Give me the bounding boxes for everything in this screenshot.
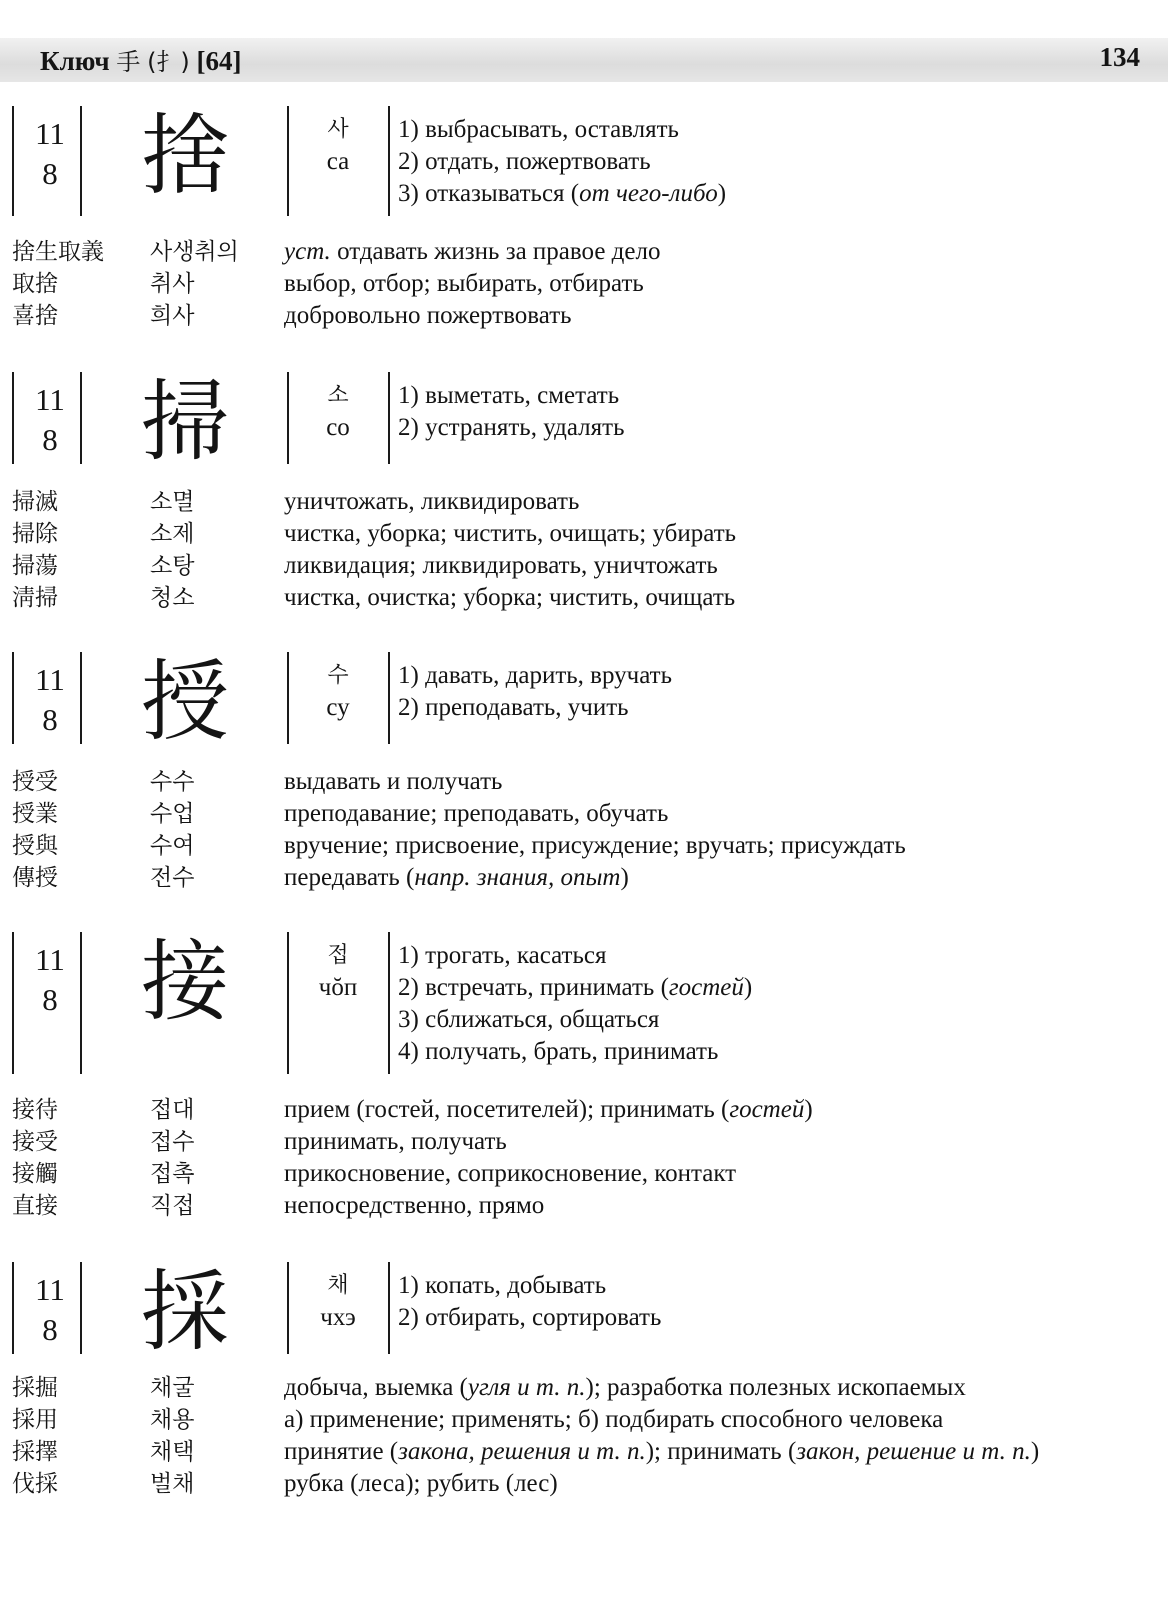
compound-definition: добровольно пожертвовать xyxy=(284,302,572,329)
compound-definition: прием (гостей, посетителей); принимать (гостей) xyxy=(284,1096,813,1123)
compound-row xyxy=(0,1158,1168,1190)
compound-hanja: 捨生取義 xyxy=(12,239,104,265)
compound-hanja: 掃蕩 xyxy=(12,553,58,579)
divider xyxy=(388,1262,390,1354)
compounds xyxy=(0,1372,1168,1500)
reading-hangul: 채 xyxy=(327,1273,349,1298)
compound-row xyxy=(0,236,1168,268)
strokes-extra: 8 xyxy=(42,1312,58,1347)
compound-hangul: 벌채 xyxy=(150,1471,195,1497)
compound-definition: вручение; присвоение, присуждение; вручать; присуждать xyxy=(284,832,906,859)
compound-row xyxy=(0,1126,1168,1158)
divider xyxy=(388,372,390,464)
strokes-total: 11 xyxy=(35,1272,65,1307)
compound-hanja: 掃滅 xyxy=(12,489,58,515)
compound-row xyxy=(0,1404,1168,1436)
compound-row xyxy=(0,582,1168,614)
compound-definition: прикосновение, соприкосновение, контакт xyxy=(284,1160,737,1187)
strokes-total: 11 xyxy=(35,942,65,977)
compound-row xyxy=(0,1468,1168,1500)
compound-hangul: 청소 xyxy=(150,585,195,611)
stroke-counts xyxy=(22,380,78,460)
divider xyxy=(287,932,289,1074)
compound-definition: уничтожать, ликвидировать xyxy=(284,488,580,515)
compound-row xyxy=(0,486,1168,518)
headword-char: 捨 xyxy=(140,104,229,207)
compound-definition: передавать (напр. знания, опыт) xyxy=(284,864,629,891)
compound-row xyxy=(0,1372,1168,1404)
reading-hangul: 수 xyxy=(327,663,349,688)
compound-row xyxy=(0,268,1168,300)
reading xyxy=(296,660,380,724)
divider xyxy=(12,652,14,744)
divider xyxy=(388,652,390,744)
compound-hangul: 채굴 xyxy=(150,1375,195,1401)
radical-title xyxy=(40,42,242,77)
meaning-line: 3) отказываться (от чего-либо) xyxy=(398,180,727,207)
compound-hanja: 採用 xyxy=(12,1407,58,1433)
headword-char: 授 xyxy=(140,650,229,753)
compound-hangul: 소탕 xyxy=(150,553,195,579)
compound-hangul: 수업 xyxy=(150,801,195,827)
compound-row xyxy=(0,1190,1168,1222)
reading-cyrillic: са xyxy=(326,148,350,175)
compound-hangul: 채용 xyxy=(150,1407,195,1433)
headword-char: 掃 xyxy=(140,370,229,473)
entry-head xyxy=(0,370,1168,473)
entry-head xyxy=(0,650,1168,753)
compound-hangul: 직접 xyxy=(150,1193,195,1219)
compound-definition: а) применение; применять; б) подбирать способного человека xyxy=(284,1406,944,1433)
compound-hanja: 採擇 xyxy=(12,1439,58,1465)
radical-char: 手 xyxy=(116,48,141,76)
reading xyxy=(296,1270,380,1334)
compound-hanja: 接受 xyxy=(12,1129,58,1155)
compound-row xyxy=(0,798,1168,830)
dictionary-entry xyxy=(0,370,1168,611)
strokes-extra: 8 xyxy=(42,422,58,457)
meaning-line: 4) получать, брать, принимать xyxy=(398,1038,719,1065)
stroke-counts xyxy=(22,660,78,740)
reading-cyrillic: со xyxy=(326,414,350,441)
stroke-counts xyxy=(22,940,78,1020)
dictionary-entry xyxy=(0,930,1168,1219)
compound-hangul: 채택 xyxy=(150,1439,195,1465)
compound-hanja: 淸掃 xyxy=(12,585,58,611)
strokes-extra: 8 xyxy=(42,702,58,737)
reading xyxy=(296,114,380,178)
compound-definition: принимать, получать xyxy=(284,1128,507,1155)
meaning-line: 2) встречать, принимать (гостей) xyxy=(398,974,753,1001)
reading-hangul: 접 xyxy=(327,943,349,968)
divider xyxy=(80,652,82,744)
divider xyxy=(287,106,289,216)
divider xyxy=(12,106,14,216)
compound-hanja: 喜捨 xyxy=(12,303,58,329)
divider xyxy=(80,932,82,1074)
divider xyxy=(287,372,289,464)
reading-cyrillic: су xyxy=(326,694,350,721)
compound-definition: выдавать и получать xyxy=(284,768,503,795)
compound-hangul: 접대 xyxy=(150,1097,195,1123)
meaning-line: 1) трогать, касаться xyxy=(398,942,607,969)
compound-definition: преподавание; преподавать, обучать xyxy=(284,800,669,827)
meaning-line: 1) давать, дарить, вручать xyxy=(398,662,672,689)
compound-row xyxy=(0,300,1168,332)
strokes-total: 11 xyxy=(35,116,65,151)
divider xyxy=(12,1262,14,1354)
headword-char: 採 xyxy=(140,1260,229,1363)
entry-head xyxy=(0,1260,1168,1363)
compounds xyxy=(0,766,1168,894)
compound-definition: рубка (леса); рубить (лес) xyxy=(284,1470,558,1497)
compound-row xyxy=(0,830,1168,862)
compound-hangul: 사생취의 xyxy=(150,239,239,265)
divider xyxy=(80,372,82,464)
strokes-total: 11 xyxy=(35,662,65,697)
page-header xyxy=(0,38,1168,82)
compound-hangul: 접수 xyxy=(150,1129,195,1155)
compound-hangul: 수여 xyxy=(150,833,195,859)
meanings xyxy=(398,660,1158,724)
reading-cyrillic: чхэ xyxy=(320,1304,356,1331)
compound-hanja: 授業 xyxy=(12,801,58,827)
strokes-extra: 8 xyxy=(42,156,58,191)
dictionary-entry xyxy=(0,1260,1168,1497)
strokes-total: 11 xyxy=(35,382,65,417)
compound-hanja: 掃除 xyxy=(12,521,58,547)
compound-hanja: 採掘 xyxy=(12,1375,58,1401)
compound-definition: принятие (закона, решения и т. п.); принимать (закон, решение и т. п.) xyxy=(284,1438,1040,1465)
compound-hanja: 直接 xyxy=(12,1193,58,1219)
divider xyxy=(287,652,289,744)
compound-hanja: 取捨 xyxy=(12,271,58,297)
divider xyxy=(287,1262,289,1354)
compound-hangul: 소제 xyxy=(150,521,195,547)
reading-hangul: 사 xyxy=(327,117,349,142)
compound-hangul: 수수 xyxy=(150,769,195,795)
compound-hanja: 接觸 xyxy=(12,1161,58,1187)
compound-hanja: 接待 xyxy=(12,1097,58,1123)
radical-prefix: Ключ xyxy=(40,46,110,76)
stroke-counts xyxy=(22,1270,78,1350)
meanings xyxy=(398,940,1158,1068)
compound-hangul: 취사 xyxy=(150,271,195,297)
divider xyxy=(388,932,390,1074)
reading xyxy=(296,380,380,444)
meanings xyxy=(398,380,1158,444)
meaning-line: 2) устранять, удалять xyxy=(398,414,625,441)
divider xyxy=(12,932,14,1074)
divider xyxy=(80,106,82,216)
compound-row xyxy=(0,862,1168,894)
compounds xyxy=(0,1094,1168,1222)
compounds xyxy=(0,236,1168,332)
meaning-line: 1) выбрасывать, оставлять xyxy=(398,116,679,143)
divider xyxy=(80,1262,82,1354)
compound-hanja: 伐採 xyxy=(12,1471,58,1497)
compound-definition: уст. отдавать жизнь за правое дело xyxy=(284,238,661,265)
entry-head xyxy=(0,930,1168,1074)
compound-definition: ликвидация; ликвидировать, уничтожать xyxy=(284,552,718,579)
meanings xyxy=(398,1270,1158,1334)
compound-row xyxy=(0,1094,1168,1126)
meaning-line: 3) сближаться, общаться xyxy=(398,1006,660,1033)
meanings xyxy=(398,114,1158,210)
compound-hanja: 傳授 xyxy=(12,865,58,891)
divider xyxy=(388,106,390,216)
compound-definition: чистка, уборка; чистить, очищать; убирать xyxy=(284,520,737,547)
compound-row xyxy=(0,550,1168,582)
compound-row xyxy=(0,1436,1168,1468)
compounds xyxy=(0,486,1168,614)
compound-hangul: 소멸 xyxy=(150,489,195,515)
stroke-counts xyxy=(22,114,78,194)
entry-head xyxy=(0,104,1168,216)
reading-hangul: 소 xyxy=(327,383,349,408)
meaning-line: 2) отдать, пожертвовать xyxy=(398,148,651,175)
radical-number: [64] xyxy=(196,46,242,76)
divider xyxy=(12,372,14,464)
compound-row xyxy=(0,518,1168,550)
compound-definition: непосредственно, прямо xyxy=(284,1192,545,1219)
page-number: 134 xyxy=(1099,42,1140,72)
compound-hanja: 授受 xyxy=(12,769,58,795)
meaning-line: 1) копать, добывать xyxy=(398,1272,607,1299)
compound-definition: чистка, очистка; уборка; чистить, очищать xyxy=(284,584,736,611)
compound-hangul: 희사 xyxy=(150,303,195,329)
headword-char: 接 xyxy=(140,930,229,1033)
compound-hangul: 전수 xyxy=(150,865,195,891)
meaning-line: 1) выметать, сметать xyxy=(398,382,620,409)
strokes-extra: 8 xyxy=(42,982,58,1017)
meaning-line: 2) отбирать, сортировать xyxy=(398,1304,662,1331)
radical-variant: (扌) xyxy=(147,48,190,76)
dictionary-entry xyxy=(0,104,1168,329)
meaning-line: 2) преподавать, учить xyxy=(398,694,629,721)
compound-hanja: 授與 xyxy=(12,833,58,859)
reading-cyrillic: чŏп xyxy=(318,974,358,1001)
dictionary-entry xyxy=(0,650,1168,891)
compound-hangul: 접촉 xyxy=(150,1161,195,1187)
compound-row xyxy=(0,766,1168,798)
reading xyxy=(296,940,380,1004)
compound-definition: добыча, выемка (угля и т. п.); разработка полезных ископаемых xyxy=(284,1374,966,1401)
compound-definition: выбор, отбор; выбирать, отбирать xyxy=(284,270,644,297)
